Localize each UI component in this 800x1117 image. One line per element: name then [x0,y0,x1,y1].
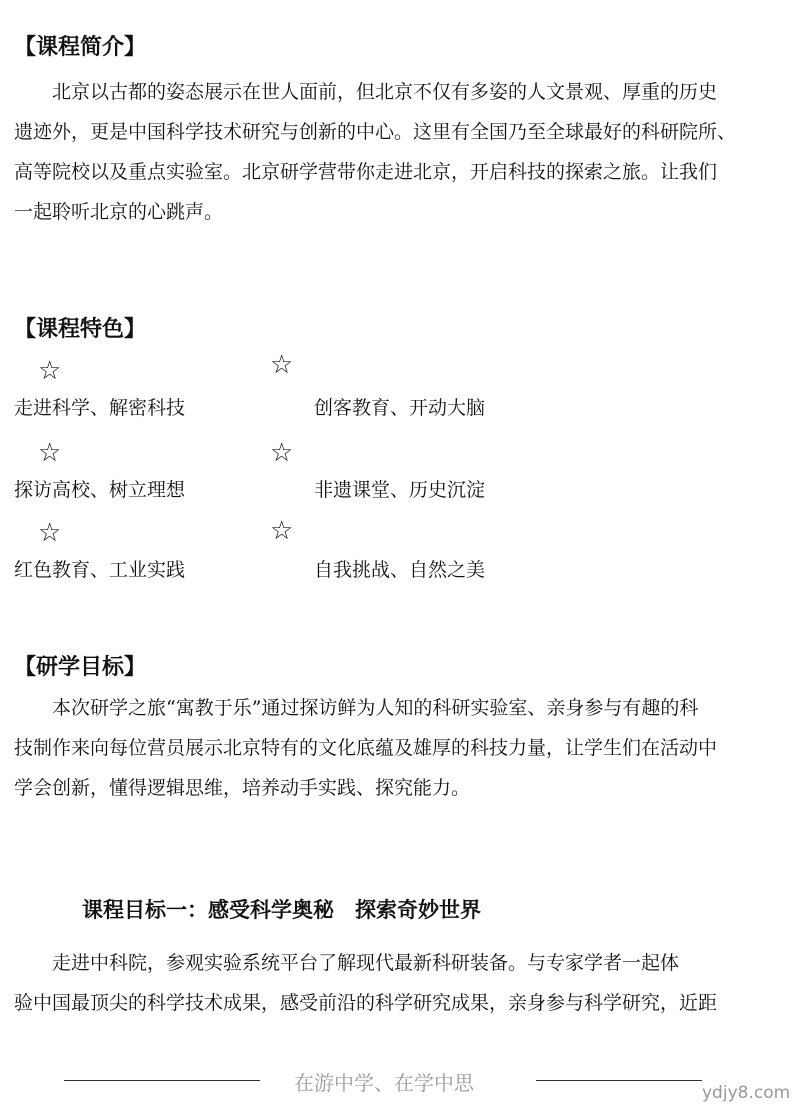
star-icon: ☆ [38,518,62,548]
feature-item: 非遗课堂、历史沉淀 [314,479,486,501]
intro-paragraph [14,72,786,232]
intro-heading: 【课程简介】 [14,35,147,60]
goal-one-line: 走进中科院，参观实验系统平台了解现代最新科研装备。与专家学者一起体 [52,952,680,974]
goals-line: 技制作来向每位营员展示北京特有的文化底蕴及雄厚的科技力量，让学生们在活动中 [14,737,718,759]
feature-item: 走进科学、解密科技 [14,397,186,419]
footer-rule-right [536,1080,702,1081]
star-icon: ☆ [270,516,294,546]
star-icon: ☆ [38,438,62,468]
feature-item: 创客教育、开动大脑 [314,397,486,419]
intro-line: 北京以古都的姿态展示在世人面前，但北京不仅有多姿的人文景观、厚重的历史 [52,81,718,103]
star-icon: ☆ [38,356,62,386]
goals-paragraph [14,688,786,808]
goal-one-line: 验中国最顶尖的科学技术成果，感受前沿的科学研究成果，亲身参与科学研究，近距 [14,992,718,1014]
star-icon: ☆ [270,438,294,468]
goals-heading: 【研学目标】 [14,655,147,680]
goal-one-paragraph [14,943,786,1023]
intro-line: 遗迹外，更是中国科学技术研究与创新的中心。这里有全国乃至全球最好的科研院所、 [14,121,737,143]
goals-line: 本次研学之旅“寓教于乐”通过探访鲜为人知的科研实验室、亲身参与有趣的科 [52,697,699,719]
feature-item: 探访高校、树立理想 [14,479,186,501]
footer-slogan: 在游中学、在学中思 [294,1071,474,1095]
footer-site: ydjy8.com [702,1083,791,1103]
feature-item: 自我挑战、自然之美 [314,559,486,581]
goals-line: 学会创新，懂得逻辑思维，培养动手实践、探究能力。 [14,777,471,799]
footer-rule-left [64,1080,260,1081]
goal-one-title: 课程目标一：感受科学奥秘 探索奇妙世界 [82,898,481,922]
star-icon: ☆ [270,350,294,380]
intro-line: 高等院校以及重点实验室。北京研学营带你走进北京，开启科技的探索之旅。让我们 [14,161,718,183]
features-heading: 【课程特色】 [14,317,147,342]
feature-item: 红色教育、工业实践 [14,559,186,581]
intro-line: 一起聆听北京的心跳声。 [14,201,224,223]
